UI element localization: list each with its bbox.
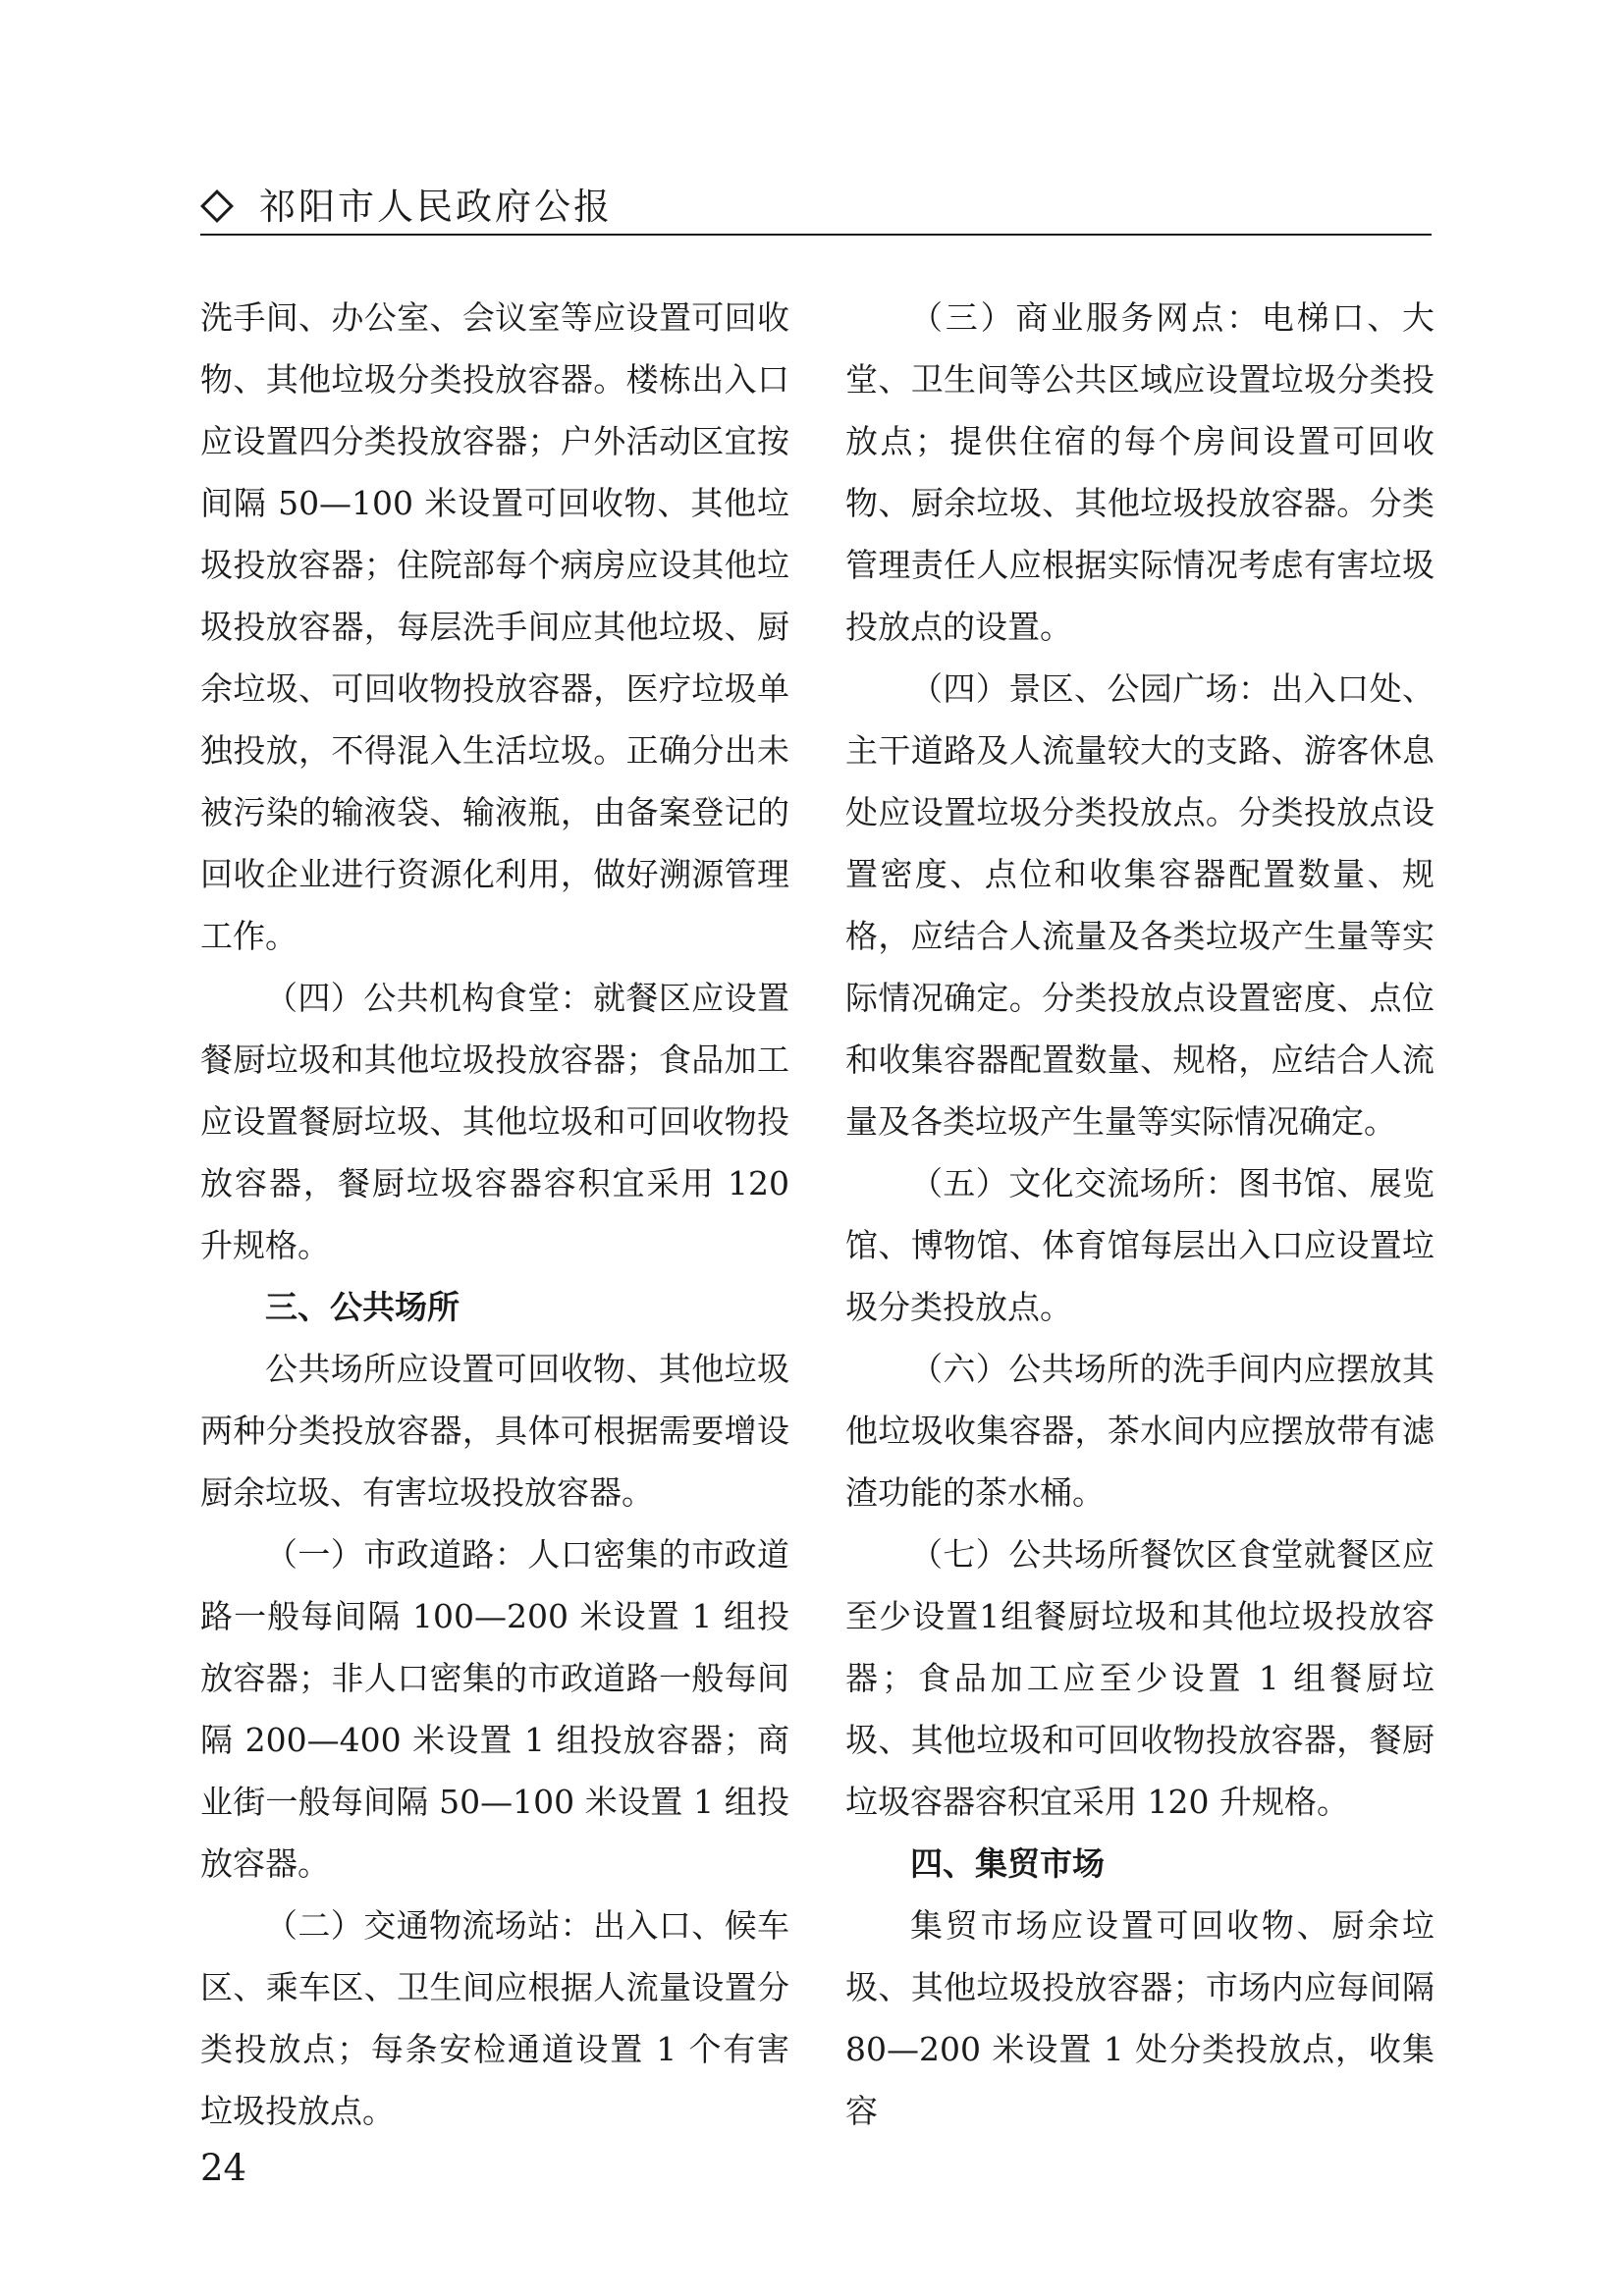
paragraph: （二）交通物流场站：出入口、候车区、乘车区、卫生间应根据人流量设置分类投放点；每条安检通道设置 1 个有害垃圾投放点。 bbox=[200, 1906, 789, 2130]
page-number: 24 bbox=[200, 2147, 247, 2189]
page-header bbox=[200, 183, 1432, 234]
section-heading: 三、公共场所 bbox=[265, 1288, 460, 1326]
section-heading: 四、集贸市场 bbox=[910, 1844, 1105, 1883]
paragraph: （四）公共机构食堂：就餐区应设置餐厨垃圾和其他垃圾投放容器；食品加工应设置餐厨垃圾、其他垃圾和可回收物投放容器，餐厨垃圾容器容积宜采用 120 升规格。 bbox=[200, 979, 789, 1264]
publication-title: 祁阳市人民政府公报 bbox=[259, 186, 613, 228]
paragraph: （六）公共场所的洗手间内应摆放其他垃圾收集容器，茶水间内应摆放带有滤渣功能的茶水桶。 bbox=[845, 1350, 1435, 1512]
paragraph: （四）景区、公园广场：出入口处、主干道路及人流量较大的支路、游客休息处应设置垃圾分类投放点。分类投放点设置密度、点位和收集容器配置数量、规格，应结合人流量及各类垃圾产生量等实际情况确定。分类投放点设置密度、点位和收集容器配置数量、规格，应结合人流量及各类垃圾产生量等实际情况确定。 bbox=[845, 669, 1435, 1141]
diamond-icon bbox=[200, 189, 234, 223]
paragraph: （一）市政道路：人口密集的市政道路一般每间隔 100—200 米设置 1 组投放容器；非人口密集的市政道路一般每间隔 200—400 米设置 1 组投放容器；商业街一般每间隔 50—100 米设置 1 组投放容器。 bbox=[200, 1535, 789, 1883]
left-column bbox=[200, 287, 789, 2142]
paragraph: （七）公共场所餐饮区食堂就餐区应至少设置1组餐厨垃圾和其他垃圾投放容器；食品加工应至少设置 1 组餐厨垃圾、其他垃圾和可回收物投放容器，餐厨垃圾容器容积宜采用 120 升规格。 bbox=[845, 1535, 1435, 1821]
header-divider bbox=[200, 234, 1432, 236]
paragraph: 洗手间、办公室、会议室等应设置可回收物、其他垃圾分类投放容器。楼栋出入口应设置四分类投放容器；户外活动区宜按间隔 50—100 米设置可回收物、其他垃圾投放容器；住院部每个病房应设其他垃圾投放容器，每层洗手间应其他垃圾、厨余垃圾、可回收物投放容器，医疗垃圾单独投放，不得混入生活垃圾。正确分出未被污染的输液袋、输液瓶，由备案登记的回收企业进行资源化利用，做好溯源管理工作。 bbox=[200, 298, 789, 955]
paragraph: 集贸市场应设置可回收物、厨余垃圾、其他垃圾投放容器；市场内应每间隔 80—200 米设置 1 处分类投放点，收集容 bbox=[845, 1906, 1435, 2130]
right-column bbox=[845, 287, 1435, 2142]
paragraph: （三）商业服务网点：电梯口、大堂、卫生间等公共区域应设置垃圾分类投放点；提供住宿的每个房间设置可回收物、厨余垃圾、其他垃圾投放容器。分类管理责任人应根据实际情况考虑有害垃圾投放点的设置。 bbox=[845, 298, 1435, 646]
paragraph: 公共场所应设置可回收物、其他垃圾两种分类投放容器，具体可根据需要增设厨余垃圾、有害垃圾投放容器。 bbox=[200, 1350, 789, 1512]
paragraph: （五）文化交流场所：图书馆、展览馆、博物馆、体育馆每层出入口应设置垃圾分类投放点。 bbox=[845, 1164, 1435, 1326]
